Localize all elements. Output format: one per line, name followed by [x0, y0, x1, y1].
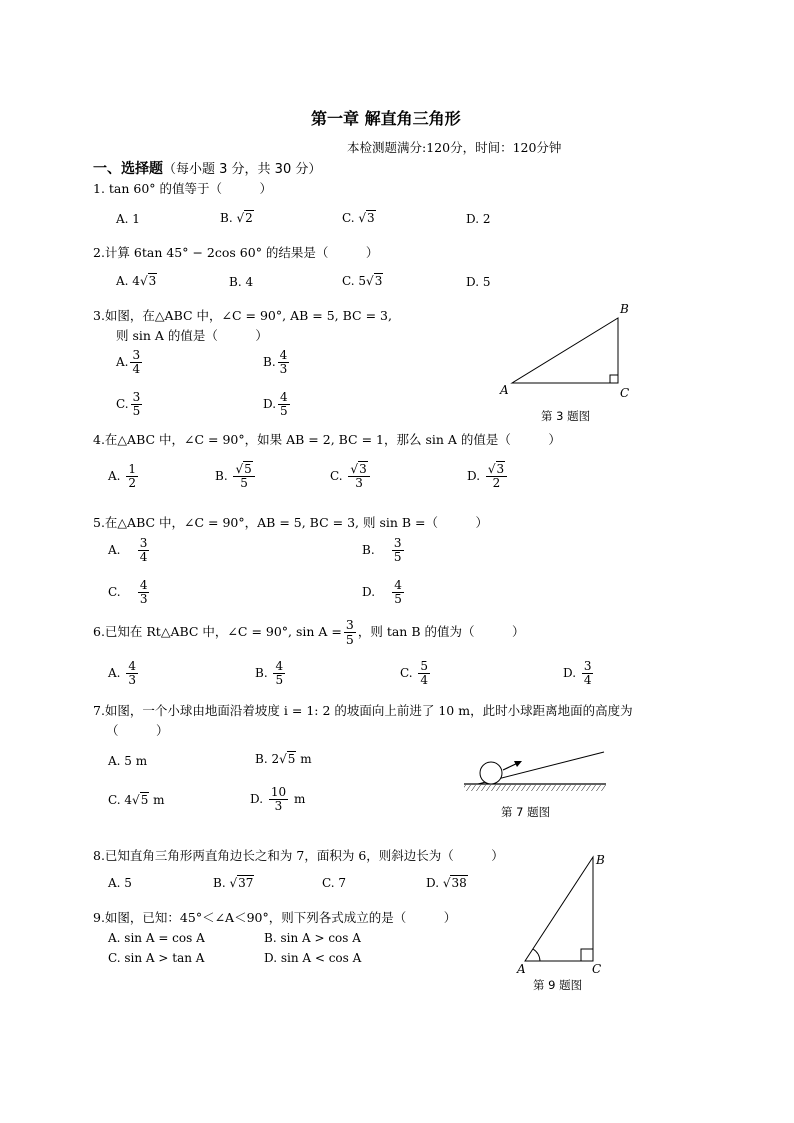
question-4-stem: 4.在△ABC 中，∠C = 90°，如果 AB = 2, BC = 1，那么 sin A 的值是（ ） [93, 432, 561, 447]
question-8-stem: 8.已知直角三角形两直角边长之和为 7，面积为 6，则斜边长为（ ） [93, 848, 504, 863]
q5-option-c: C. $\frac{4}{3}$ [108, 578, 148, 607]
q9-point-c: C [592, 962, 602, 976]
question-7-stem-line2: （ ） [106, 723, 169, 738]
q3-option-d: D. $\frac{4}{5}$ [263, 390, 288, 419]
q4-option-b: B. $\frac{√5}{5}$ [215, 463, 257, 490]
question-9-stem: 9.如图，已知：45°＜∠A＜90°，则下列各式成立的是（ ） [93, 910, 457, 925]
q9-option-a: A. sin A = cos A [108, 931, 205, 945]
q2-option-a: A. 4√3 [116, 274, 157, 288]
page-title: 第一章 解直角三角形 [311, 109, 461, 128]
q3-option-c: C. $\frac{3}{5}$ [116, 390, 141, 419]
q1-option-c: C. √3 [342, 211, 375, 225]
q3-point-a: A [500, 383, 509, 397]
q7-figure-caption: 第 7 题图 [501, 805, 551, 819]
page-subtitle: 本检测题满分:120分，时间：120分钟 [347, 140, 562, 155]
question-3-stem-line2: 则 sin A 的值是（ ） [116, 328, 268, 343]
q9-point-a: A [517, 962, 526, 976]
q2-option-c: C. 5√3 [342, 274, 383, 288]
q8-option-a: A. 5 [108, 876, 132, 890]
question-3-stem: 3.如图，在△ABC 中，∠C = 90°, AB = 5, BC = 3, [93, 308, 392, 323]
question-5-stem: 5.在△ABC 中，∠C = 90°，AB = 5, BC = 3, 则 sin B =（ ） [93, 515, 489, 530]
q4-option-c: C. $\frac{√3}{3}$ [330, 463, 372, 490]
q9-option-c: C. sin A > tan A [108, 951, 205, 965]
q6-option-c: C. $\frac{5}{4}$ [400, 659, 429, 688]
q7-option-c: C. 4√5 m [108, 793, 165, 807]
q8-option-d: D. √38 [426, 876, 467, 890]
q4-option-d: D. $\frac{√3}{2}$ [467, 463, 509, 490]
q8-option-b: B. √37 [213, 876, 254, 890]
q3-figure-caption: 第 3 题图 [541, 409, 591, 423]
q8-option-c: C. 7 [322, 876, 347, 890]
q5-option-a: A. $\frac{3}{4}$ [108, 536, 148, 565]
q6-option-d: D. $\frac{3}{4}$ [563, 659, 592, 688]
q2-option-b: B. 4 [229, 275, 254, 289]
q3-option-b: B. $\frac{4}{3}$ [263, 348, 288, 377]
q6-option-a: A. $\frac{4}{3}$ [108, 659, 136, 688]
question-1-stem: 1. tan 60° 的值等于（ ） [93, 181, 273, 196]
q1-option-b: B. √2 [220, 211, 253, 225]
question-6-stem: 6.已知在 Rt△ABC 中，∠C = 90°, sin A = $\frac{3}{5}$ ，则 tan B 的值为（ ） [93, 617, 525, 647]
q4-option-a: A. $\frac{1}{2}$ [108, 462, 136, 491]
q2-option-d: D. 5 [466, 275, 491, 289]
q6-option-b: B. $\frac{4}{5}$ [255, 659, 284, 688]
q7-option-a: A. 5 m [108, 754, 148, 768]
question-7-stem: 7.如图，一个小球由地面沿着坡度 i = 1: 2 的坡面向上前进了 10 m，此时小球距离地面的高度为 [93, 703, 633, 718]
q9-figure-caption: 第 9 题图 [533, 978, 583, 992]
question-2-stem: 2.计算 6tan 45° − 2cos 60° 的结果是（ ） [93, 245, 379, 260]
q1-option-a: A. 1 [116, 212, 140, 226]
section-label: 一、选择题 [93, 161, 163, 177]
q5-option-d: D. $\frac{4}{5}$ [362, 578, 402, 607]
q1-option-d: D. 2 [466, 212, 491, 226]
q9-point-b: B [596, 853, 605, 867]
q9-option-d: D. sin A < cos A [264, 951, 362, 965]
q3-point-b: B [620, 302, 629, 316]
q7-option-d: D. $\frac{10}{3}$ m [250, 785, 306, 814]
q3-point-c: C [620, 386, 630, 400]
q5-option-b: B. $\frac{3}{5}$ [362, 536, 402, 565]
q7-option-b: B. 2√5 m [255, 752, 312, 766]
q9-option-b: B. sin A > cos A [264, 931, 361, 945]
section-note: （每小题 3 分，共 30 分） [163, 162, 322, 177]
q3-option-a: A. $\frac{3}{4}$ [116, 348, 141, 377]
